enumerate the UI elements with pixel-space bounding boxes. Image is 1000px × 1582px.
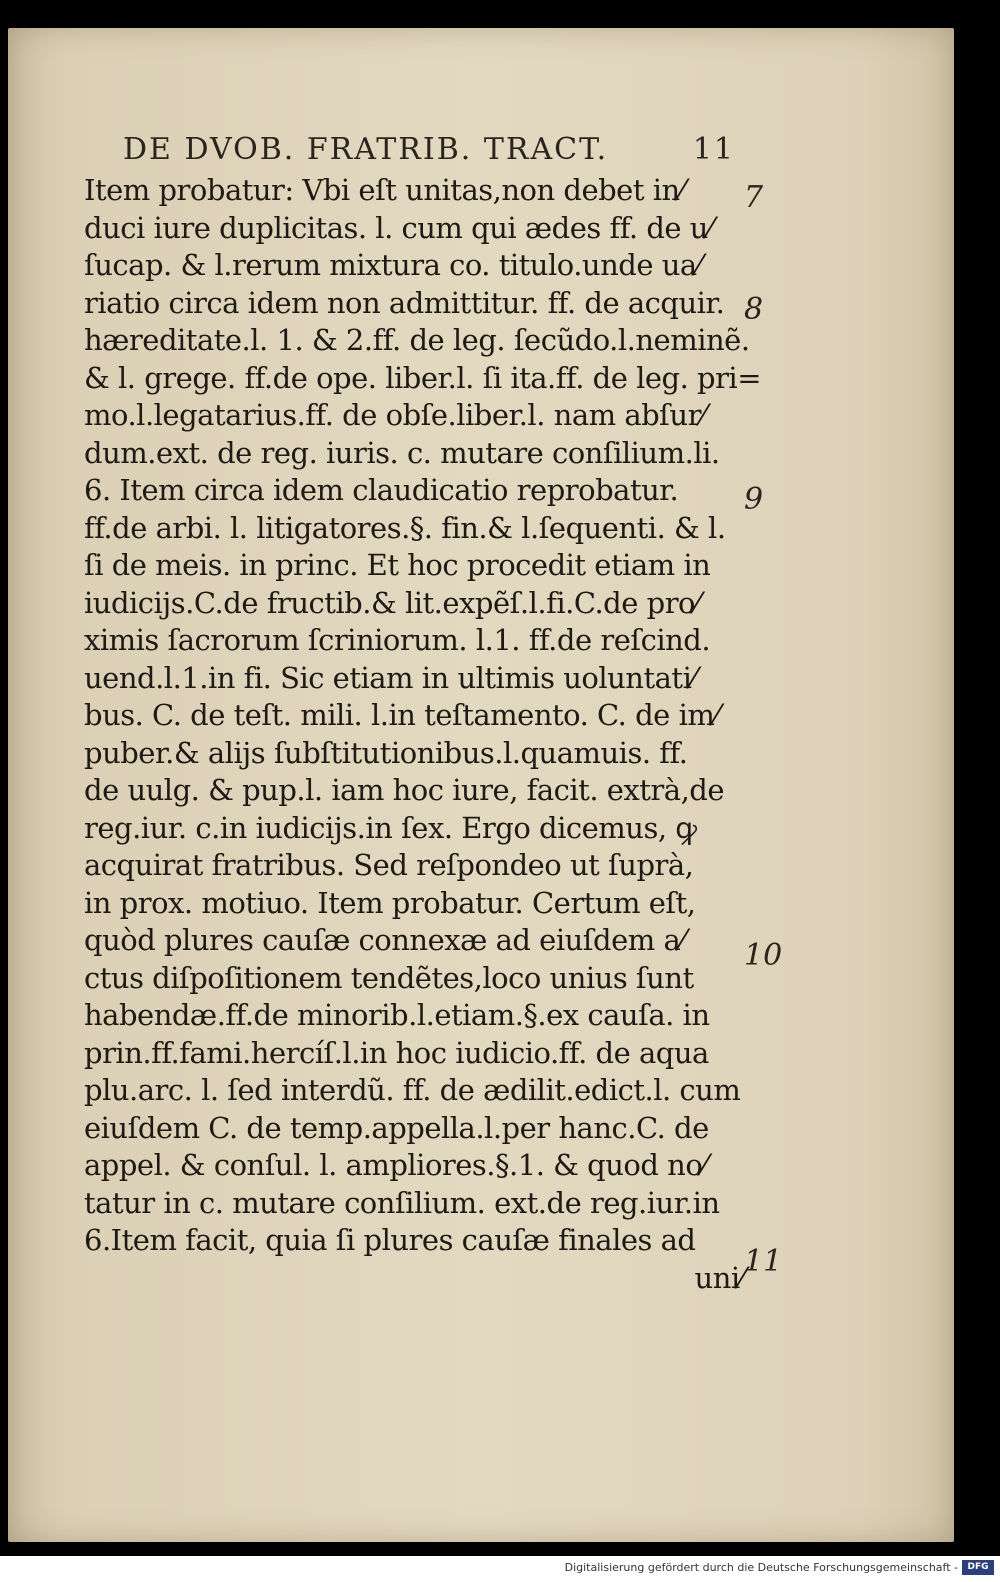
text-line: puber.& alijs ſubſtitutionibus.l.quamuis. ff. <box>84 735 688 770</box>
text-line: hæreditate.l. 1. & 2.ff. de leg. ſecũdo.l.neminẽ. <box>84 323 750 357</box>
text-line: de uulg. & pup.l. iam hoc iure, facit. extrà,de <box>84 773 725 807</box>
text-line: prin.ff.fami.hercíſ.l.in hoc iudicio.ff. de aqua <box>84 1035 709 1070</box>
running-title: DE DVOB. FRATRIB. TRACT. <box>123 132 609 167</box>
margin-number: 10 <box>744 938 783 973</box>
text-line: ſi de meis. in princ. Et hoc procedit etiam in <box>84 548 711 582</box>
text-line: ff.de arbi. l. litigatores.§. fin.& l.ſequenti. & l. <box>84 510 726 545</box>
text-line: tatur in c. mutare conſilium. ext.de reg.iur.in <box>84 1185 720 1220</box>
text-line: iudicijs.C.de fructib.& lit.expẽſ.l.fi.C.de pro⁄ <box>84 585 700 620</box>
text-line: uend.l.1.in fi. Sic etiam in ultimis uoluntati⁄ <box>84 660 696 695</box>
page-number: 11 <box>692 132 735 167</box>
text-line: eiuſdem C. de temp.appella.l.per hanc.C. de <box>84 1110 709 1145</box>
funding-credit: Digitalisierung gefördert durch die Deutsche Forschungsgemeinschaft - <box>564 1561 958 1574</box>
text-line: 6. Item circa idem claudicatio reprobatur. <box>84 473 679 507</box>
text-line: acquirat fratribus. Sed reſpondeo ut ſuprà, <box>84 848 694 882</box>
text-line: bus. C. de teſt. mili. l.in teſtamento. C. de im⁄ <box>84 698 719 732</box>
dfg-logo: DFG <box>962 1560 994 1575</box>
text-line: & l. grege. ff.de ope. liber.l. ſi ita.ff. de leg. pri= <box>84 360 762 395</box>
margin-number: 9 <box>744 482 764 517</box>
text-line: duci iure duplicitas. l. cum qui ædes ff. de u⁄ <box>84 210 713 245</box>
text-line: dum.ext. de reg. iuris. c. mutare conſilium.li. <box>84 435 720 470</box>
text-line: Item probatur: Vbi eſt unitas,non debet in⁄ <box>84 173 685 207</box>
text-line: riatio circa idem non admittitur. ff. de acquir. <box>84 285 725 320</box>
text-line: ſucap. & l.rerum mixtura co. titulo.unde ua⁄ <box>84 248 702 282</box>
text-line: quòd plures cauſæ connexæ ad eiuſdem a⁄ <box>84 923 685 957</box>
text-line: ximis ſacrorum ſcriniorum. l.1. ff.de reſcind. <box>84 623 711 657</box>
margin-number: 11 <box>744 1244 783 1279</box>
running-header <box>115 132 735 172</box>
text-line: mo.l.legatarius.ff. de obſe.liber.l. nam abſur⁄ <box>84 398 706 432</box>
text-line: appel. & conſul. l. ampliores.§.1. & quod no⁄ <box>84 1148 707 1182</box>
text-line: in prox. motiuo. Item probatur. Certum eſt, <box>84 885 696 920</box>
text-line: plu.arc. l. ſed interdũ. ff. de ædilit.edict.l. cum <box>84 1073 741 1107</box>
text-line: ctus diſpoſitionem tendẽtes,loco unius ſunt <box>84 960 694 995</box>
text-line: reg.iur. c.in iudicijs.in ſex. Ergo dicemus, ꝙ <box>84 810 697 845</box>
body-text <box>84 172 762 1297</box>
catchword: uni⁄ <box>694 1260 744 1295</box>
footer-bar <box>0 1556 1000 1582</box>
margin-number: 8 <box>744 292 764 327</box>
text-line: habendæ.ff.de minorib.l.etiam.§.ex cauſa. in <box>84 998 710 1032</box>
margin-number: 7 <box>744 180 764 215</box>
text-line: 6.Item facit, quia ſi plures cauſæ finales ad <box>84 1223 696 1257</box>
